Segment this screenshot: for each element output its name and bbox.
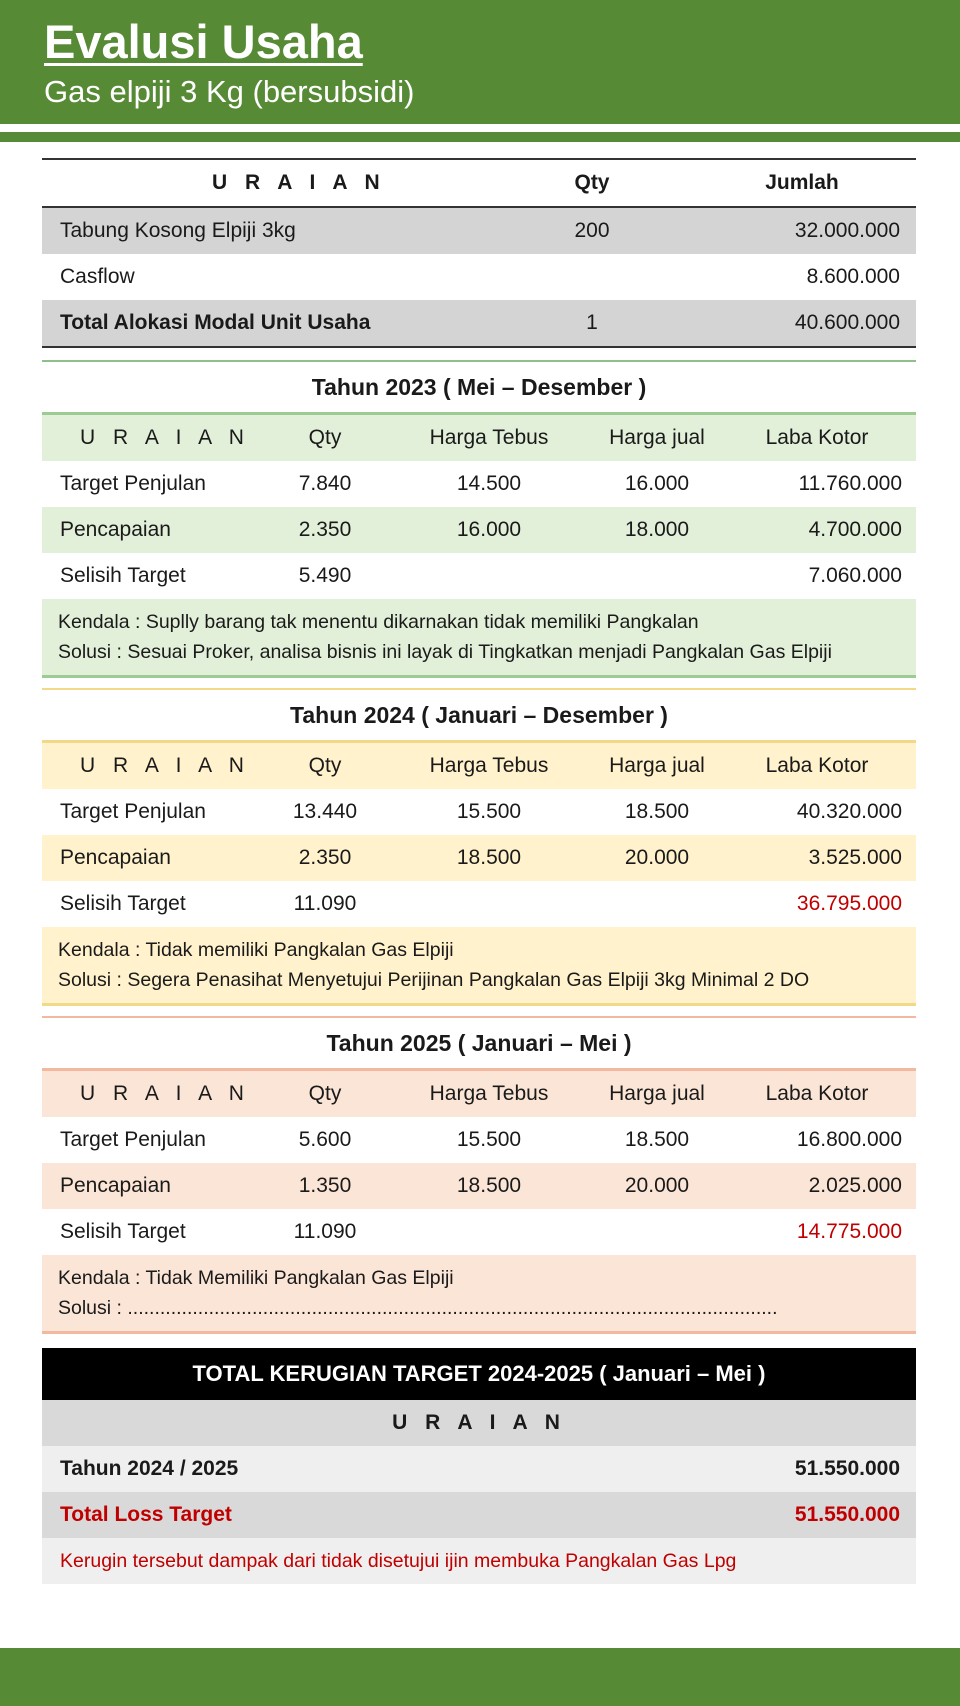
cell-uraian: Selisih Target <box>60 892 186 915</box>
total-loss-title: TOTAL KERUGIAN TARGET 2024-2025 ( Januari – Mei ) <box>42 1348 916 1400</box>
cell-harga-tebus: 15.500 <box>456 1128 522 1151</box>
period-2024-table <box>42 688 916 1006</box>
cell-laba-kotor: 3.525.000 <box>808 846 902 869</box>
table-row <box>42 300 916 346</box>
header-harga-tebus: Harga Tebus <box>429 426 549 449</box>
period-2025-table <box>42 1016 916 1334</box>
cell-jumlah: 8.600.000 <box>806 265 900 288</box>
cell-uraian: Tabung Kosong Elpiji 3kg <box>60 219 296 242</box>
header-harga-jual: Harga jual <box>609 1082 705 1105</box>
cell-qty: 2.350 <box>298 846 352 869</box>
cell-harga-jual: 18.000 <box>624 518 690 541</box>
cell-laba-kotor: 16.800.000 <box>796 1128 902 1151</box>
cell-uraian: Pencapaian <box>60 1174 171 1197</box>
table-row <box>42 1163 916 1209</box>
cell-laba-kotor: 4.700.000 <box>808 518 902 541</box>
header-divider <box>0 132 960 142</box>
header-qty: Qty <box>574 171 610 194</box>
cell-laba-kotor: 40.320.000 <box>796 800 902 823</box>
kendala-text: Kendala : Suplly barang tak menentu dikarnakan tidak memiliki Pangkalan <box>58 611 699 633</box>
kendala-text: Kendala : Tidak Memiliki Pangkalan Gas Elpiji <box>58 1267 454 1289</box>
cell-uraian: Selisih Target <box>60 1220 186 1243</box>
period-table-header <box>42 740 916 789</box>
capital-table <box>42 158 916 348</box>
table-row <box>42 1209 916 1255</box>
cell-qty: 5.490 <box>298 564 352 587</box>
table-row <box>42 507 916 553</box>
footer-banner <box>0 1648 960 1706</box>
cell-harga-tebus: 18.500 <box>456 846 522 869</box>
cell-laba-kotor: 14.775.000 <box>796 1220 902 1243</box>
cell-laba-kotor: 2.025.000 <box>808 1174 902 1197</box>
header-uraian: U R A I A N <box>80 1082 250 1105</box>
header-uraian: U R A I A N <box>392 1411 566 1434</box>
cell-uraian: Pencapaian <box>60 846 171 869</box>
period-table-header <box>42 412 916 461</box>
header-uraian: U R A I A N <box>80 754 250 777</box>
cell-qty: 2.350 <box>298 518 352 541</box>
cell-harga-jual: 18.500 <box>624 800 690 823</box>
period-title: Tahun 2023 ( Mei – Desember ) <box>311 374 647 400</box>
cell-qty: 5.600 <box>298 1128 352 1151</box>
header-jumlah: Jumlah <box>765 171 839 194</box>
cell-harga-jual: 20.000 <box>624 1174 690 1197</box>
period-title: Tahun 2024 ( Januari – Desember ) <box>290 702 668 728</box>
cell-qty: 11.090 <box>293 892 357 915</box>
cell-harga-jual: 16.000 <box>624 472 690 495</box>
period-note <box>42 599 916 675</box>
table-row <box>42 208 916 254</box>
solusi-text: Solusi : ........................................................................................................................ <box>58 1297 778 1319</box>
header-qty: Qty <box>308 426 342 449</box>
cell-uraian: Target Penjulan <box>60 1128 206 1151</box>
total-loss-header <box>42 1400 916 1446</box>
cell-laba-kotor: 36.795.000 <box>796 892 902 915</box>
table-row <box>42 835 916 881</box>
header-uraian: U R A I A N <box>212 171 386 194</box>
period-title: Tahun 2025 ( Januari – Mei ) <box>326 1030 632 1056</box>
header-uraian: U R A I A N <box>80 426 250 449</box>
header-laba-kotor: Laba Kotor <box>765 1082 869 1105</box>
header-harga-jual: Harga jual <box>609 754 705 777</box>
capital-table-header <box>42 160 916 208</box>
loss-row-value: 51.550.000 <box>794 1457 900 1480</box>
header-qty: Qty <box>308 754 342 777</box>
cell-uraian: Total Alokasi Modal Unit Usaha <box>60 311 371 334</box>
cell-uraian: Selisih Target <box>60 564 186 587</box>
cell-qty: 11.090 <box>293 1220 357 1243</box>
cell-harga-tebus: 16.000 <box>456 518 522 541</box>
period-2023-table <box>42 360 916 678</box>
cell-uraian: Casflow <box>60 265 135 288</box>
cell-uraian: Target Penjulan <box>60 472 206 495</box>
header-banner <box>0 0 960 124</box>
header-qty: Qty <box>308 1082 342 1105</box>
cell-qty: 7.840 <box>298 472 352 495</box>
header-harga-tebus: Harga Tebus <box>429 1082 549 1105</box>
table-row <box>42 553 916 599</box>
header-laba-kotor: Laba Kotor <box>765 426 869 449</box>
table-row <box>42 254 916 300</box>
header-laba-kotor: Laba Kotor <box>765 754 869 777</box>
cell-harga-jual: 20.000 <box>624 846 690 869</box>
table-row <box>42 881 916 927</box>
cell-uraian: Pencapaian <box>60 518 171 541</box>
cell-harga-tebus: 14.500 <box>456 472 522 495</box>
table-row <box>42 789 916 835</box>
header-harga-tebus: Harga Tebus <box>429 754 549 777</box>
loss-row-label: Total Loss Target <box>60 1503 232 1526</box>
table-row <box>42 1446 916 1492</box>
cell-qty: 1 <box>586 311 598 334</box>
cell-laba-kotor: 11.760.000 <box>798 472 902 495</box>
table-row <box>42 1117 916 1163</box>
cell-harga-jual: 18.500 <box>624 1128 690 1151</box>
header-harga-jual: Harga jual <box>609 426 705 449</box>
loss-note: Kerugin tersebut dampak dari tidak disetujui ijin membuka Pangkalan Gas Lpg <box>42 1538 916 1584</box>
loss-row-label: Tahun 2024 / 2025 <box>60 1457 239 1480</box>
period-table-header <box>42 1068 916 1117</box>
page-title: Evalusi Usaha <box>44 15 363 68</box>
total-loss-table <box>42 1348 916 1584</box>
solusi-text: Solusi : Segera Penasihat Menyetujui Perijinan Pangkalan Gas Elpiji 3kg Minimal 2 DO <box>58 969 810 991</box>
table-row <box>42 461 916 507</box>
period-note <box>42 927 916 1003</box>
cell-uraian: Target Penjulan <box>60 800 206 823</box>
solusi-text: Solusi : Sesuai Proker, analisa bisnis ini layak di Tingkatkan menjadi Pangkalan Gas Elpiji <box>58 641 832 663</box>
cell-harga-tebus: 18.500 <box>456 1174 522 1197</box>
kendala-text: Kendala : Tidak memiliki Pangkalan Gas Elpiji <box>58 939 454 961</box>
page-subtitle: Gas elpiji 3 Kg (bersubsidi) <box>44 74 415 109</box>
cell-qty: 13.440 <box>292 800 358 823</box>
table-row <box>42 1492 916 1538</box>
cell-qty: 200 <box>574 219 610 242</box>
cell-harga-tebus: 15.500 <box>456 800 522 823</box>
cell-jumlah: 40.600.000 <box>794 311 900 334</box>
loss-row-value: 51.550.000 <box>794 1503 900 1526</box>
cell-qty: 1.350 <box>298 1174 352 1197</box>
cell-laba-kotor: 7.060.000 <box>808 564 902 587</box>
period-note <box>42 1255 916 1331</box>
cell-jumlah: 32.000.000 <box>794 219 900 242</box>
